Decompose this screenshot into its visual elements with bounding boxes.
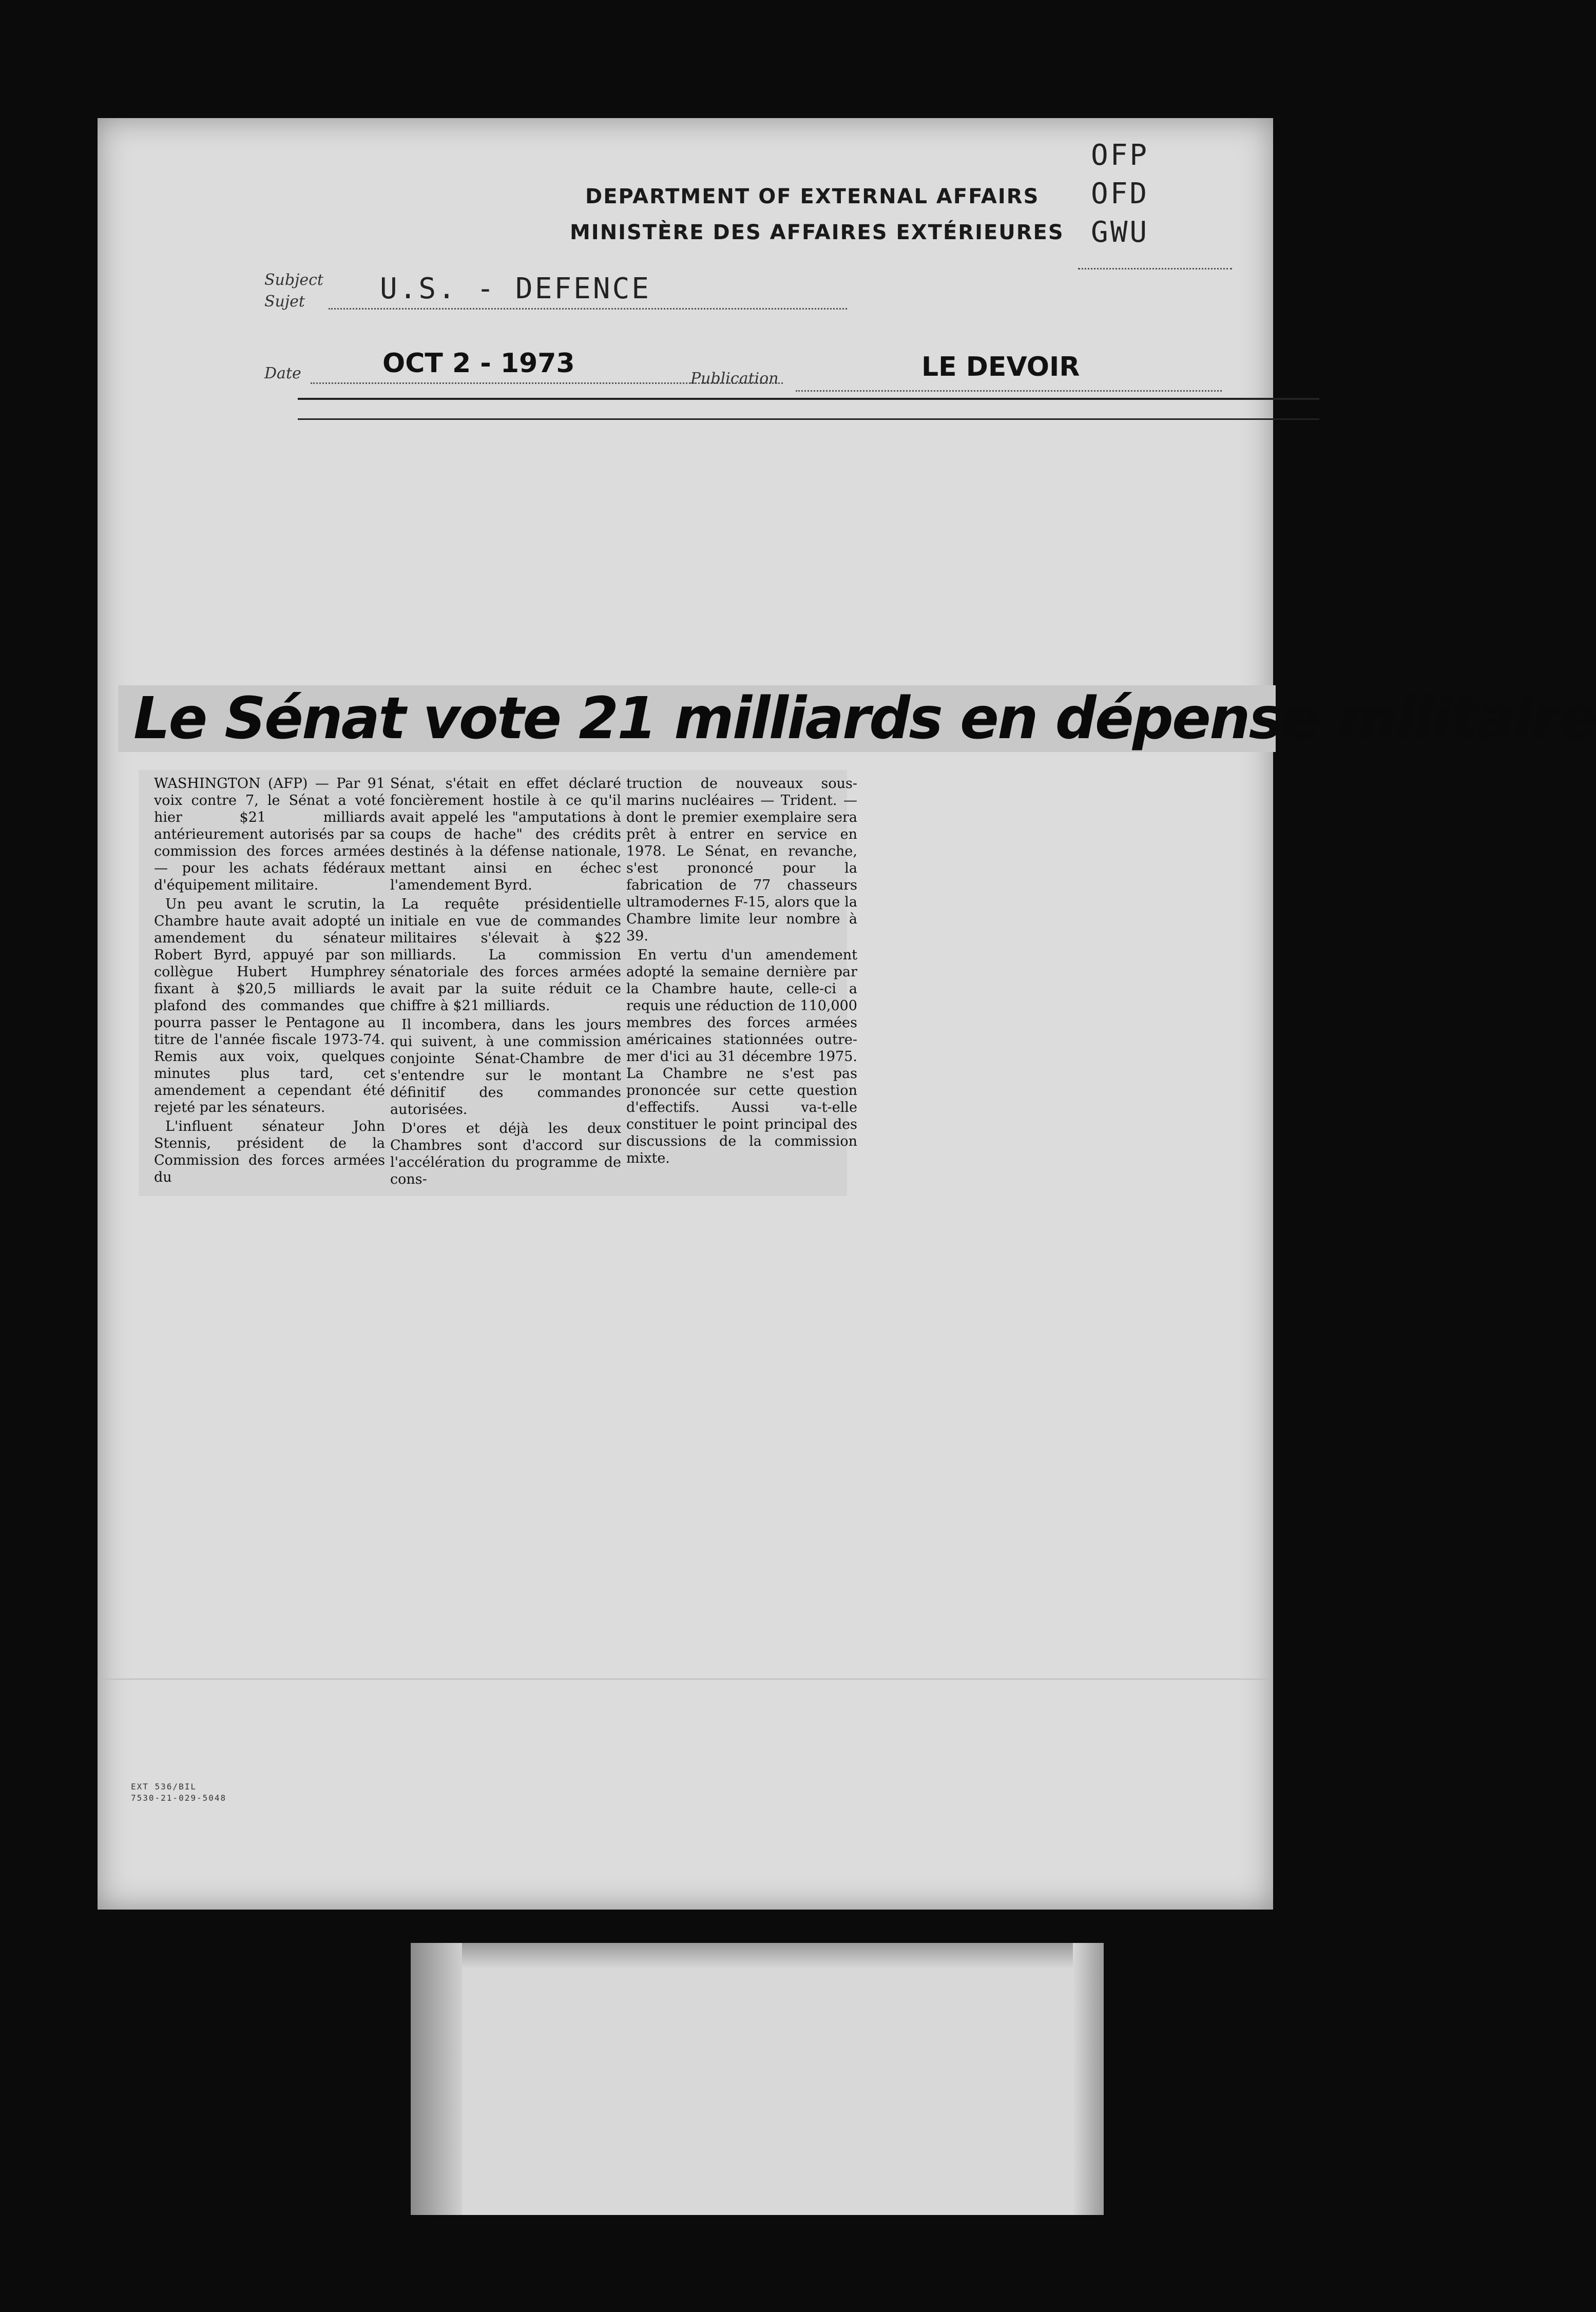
article-column-2 <box>390 775 621 1190</box>
distribution-code: OFD <box>1091 177 1149 210</box>
header-rule <box>298 418 1319 420</box>
distribution-code: OFP <box>1091 139 1149 172</box>
form-footer-line <box>98 1679 1273 1680</box>
article-paragraph: truction de nouveaux sous-marins nucléaires — Trident. — dont le premier exemplaire sera prêt à entrer en service en 1978. Le Sénat, en revanche, s'est prononcé pour la fabrication de 77 chasseurs ultramodernes F-15, alors que la Chambre limite leur nombre à 39. <box>626 776 857 944</box>
article-paragraph: La requête présidentielle initiale en vue de commandes militaires s'élevait à $22 milliards. La commission sénatoriale des forces armées avait par la suite réduit ce chiffre à $21 milliards. <box>390 896 621 1014</box>
letterhead-french: MINISTÈRE DES AFFAIRES EXTÉRIEURES <box>570 221 1064 244</box>
envelope-edge <box>1073 1943 1104 2215</box>
sujet-label: Sujet <box>264 293 305 311</box>
header-rule <box>298 398 1319 400</box>
date-label: Date <box>264 364 301 382</box>
headline: Le Sénat vote 21 milliards en dépense militaire <box>133 685 1596 752</box>
article-paragraph: L'influent sénateur John Stennis, président de la Commission des forces armées du <box>154 1119 385 1185</box>
subject-line <box>329 308 847 310</box>
article-paragraph: Un peu avant le scrutin, la Chambre haute avait adopté un amendement du sénateur Robert Byrd, appuyé par son collègue Hubert Humphrey fixant à $20,5 milliards le plafond des commandes que pourra passer le Pentagone au titre de l'année fiscale 1973-74. Remis aux voix, quelques minutes plus tard, cet amendement a cependant été rejeté par les sénateurs. <box>154 896 385 1115</box>
form-code-line: EXT 536/BIL <box>131 1782 197 1791</box>
form-code <box>131 1781 226 1804</box>
publication-label: Publication <box>690 370 779 388</box>
codes-underline <box>1078 268 1232 269</box>
article-body <box>139 770 857 1196</box>
envelope-flap <box>411 1943 462 2215</box>
article-paragraph: En vertu d'un amendement adopté la semaine dernière par la Chambre haute, celle-ci a requis une réduction de 110,000 membres des forces armées américaines stationnées outre-mer d'ici au 31 décembre 1975. La Chambre ne s'est pas prononcée sur cette question d'effectifs. Aussi va-t-elle constituer le point principal des discussions de la commission mixte. <box>626 947 857 1166</box>
publication-line <box>796 390 1222 392</box>
article-paragraph: WASHINGTON (AFP) — Par 91 voix contre 7, le Sénat a voté hier $21 milliards antérieurement autorisés par sa commission des forces armées — pour les achats fédéraux d'équipement militaire. <box>154 776 385 893</box>
article-column-1 <box>154 775 385 1188</box>
distribution-code: GWU <box>1091 216 1149 249</box>
article-paragraph: D'ores et déjà les deux Chambres sont d'accord sur l'accélération du programme de cons- <box>390 1121 621 1187</box>
form-code-line: 7530-21-029-5048 <box>131 1793 227 1803</box>
envelope <box>411 1943 1104 2215</box>
publication-value: LE DEVOIR <box>921 352 1080 382</box>
letterhead-english: DEPARTMENT OF EXTERNAL AFFAIRS <box>585 185 1040 208</box>
date-value: OCT 2 - 1973 <box>382 348 575 379</box>
envelope-edge <box>411 1943 1104 1969</box>
clipping-sheet <box>98 118 1596 1910</box>
subject-label: Subject <box>264 271 323 289</box>
article-paragraph: Sénat, s'était en effet déclaré foncièrement hostile à ce qu'il avait appelé les "amputations à coups de hache" des crédits destinés à la défense nationale, mettant ainsi en échec l'amendement Byrd. <box>390 776 621 893</box>
article-column-3 <box>626 775 857 1169</box>
subject-value: U.S. - DEFENCE <box>380 272 651 305</box>
newspaper-clipping <box>118 685 1596 1283</box>
article-paragraph: Il incombera, dans les jours qui suivent, à une commission conjointe Sénat-Chambre de s'entendre sur le montant définitif des commandes autorisées. <box>390 1017 621 1118</box>
